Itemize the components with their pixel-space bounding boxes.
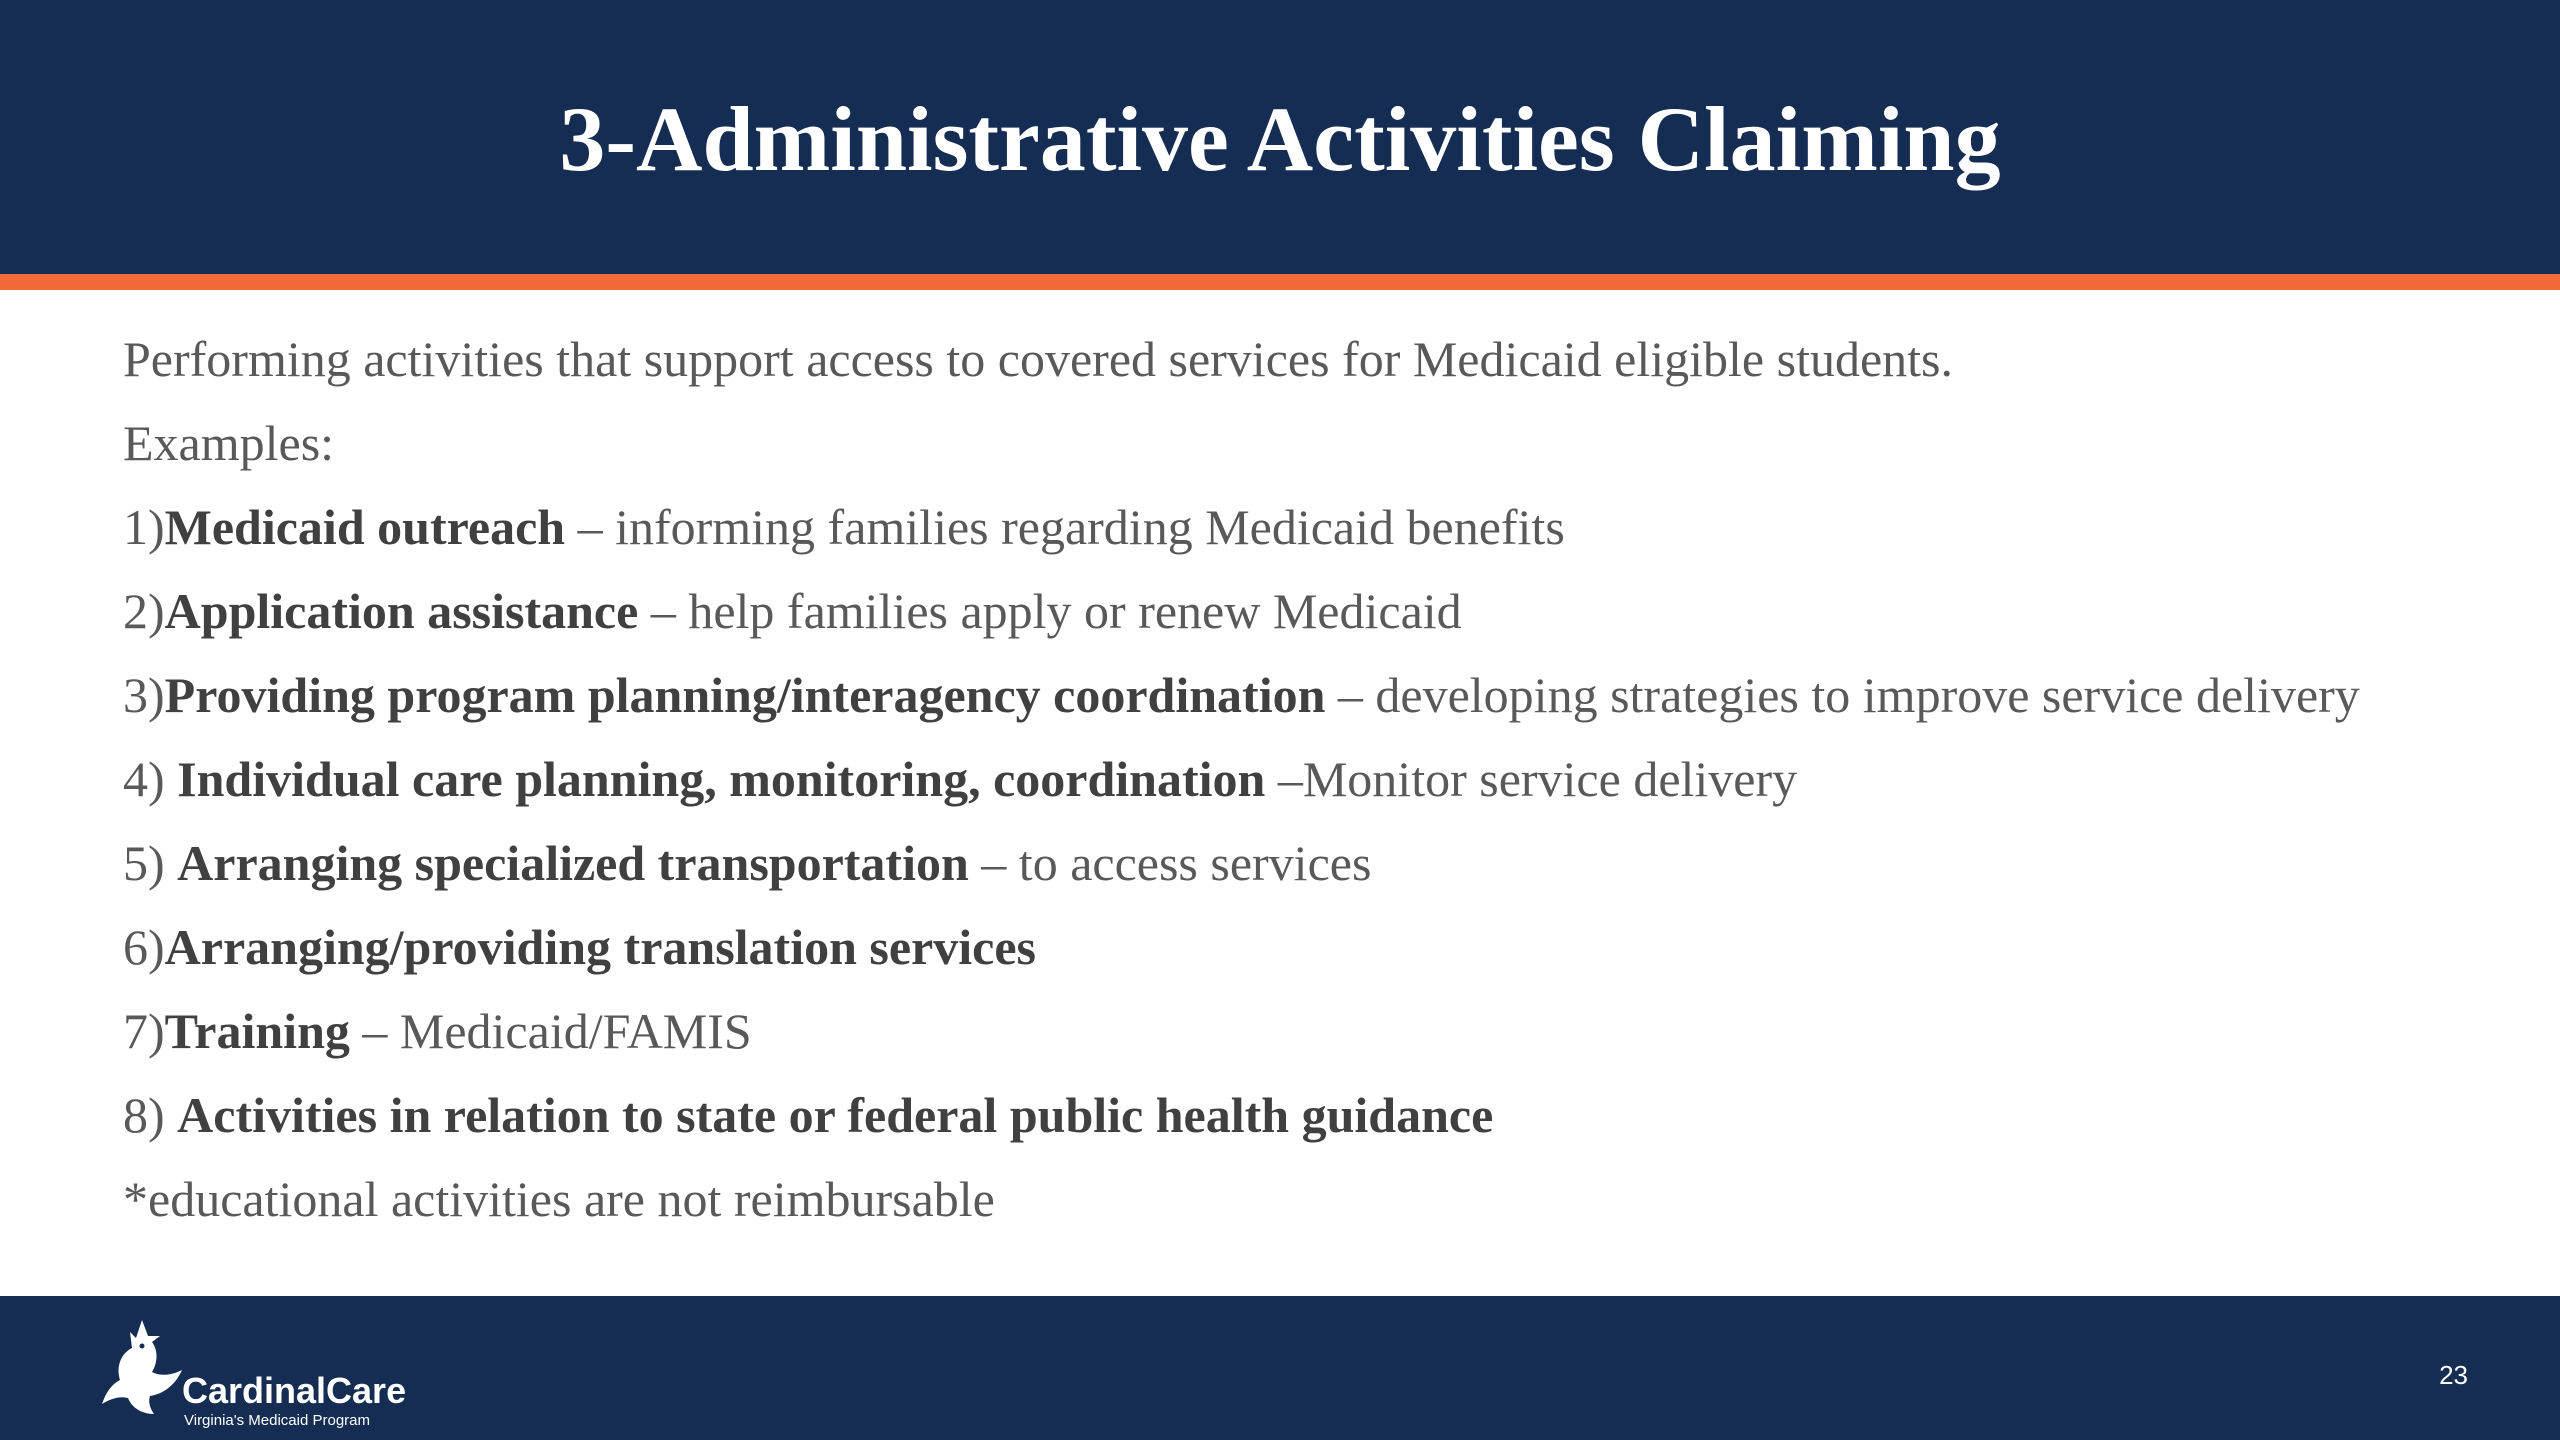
- page-number: 23: [2439, 1360, 2468, 1390]
- item-prefix: 2): [123, 583, 165, 639]
- slide-content: [123, 330, 2453, 1254]
- examples-label: Examples:: [123, 415, 335, 471]
- item-bold: Arranging specialized transportation: [177, 835, 969, 891]
- list-item: [123, 666, 2453, 724]
- item-prefix: 3): [123, 667, 165, 723]
- list-item: [123, 498, 2453, 556]
- item-bold: Individual care planning, monitoring, coordination: [177, 751, 1266, 807]
- list-item: [123, 1002, 2453, 1060]
- list-item: [123, 918, 2453, 976]
- item-rest: – informing families regarding Medicaid benefits: [565, 499, 1565, 555]
- item-rest: –Monitor service delivery: [1265, 751, 1798, 807]
- item-prefix: 7): [123, 1003, 165, 1059]
- logo-wordmark: CardinalCare: [182, 1370, 407, 1411]
- logo-tagline: Virginia's Medicaid Program: [184, 1412, 370, 1429]
- item-bold: Application assistance: [164, 583, 639, 639]
- item-bold: Arranging/providing translation services: [164, 919, 1036, 975]
- item-prefix: 1): [123, 499, 165, 555]
- accent-stripe: [0, 274, 2560, 290]
- title-bar: [0, 0, 2560, 274]
- list-item: [123, 834, 2453, 892]
- list-item: [123, 1086, 2453, 1144]
- item-rest: – help families apply or renew Medicaid: [638, 583, 1462, 639]
- cardinalcare-logo: [102, 1310, 422, 1430]
- item-rest: – to access services: [968, 835, 1372, 891]
- item-rest: – Medicaid/FAMIS: [349, 1003, 752, 1059]
- item-bold: Medicaid outreach: [164, 499, 566, 555]
- item-bold: Training: [164, 1003, 350, 1059]
- item-bold: Activities in relation to state or federal public health guidance: [177, 1087, 1494, 1143]
- footer-bar: [0, 1296, 2560, 1440]
- slide-title: 3-Administrative Activities Claiming: [559, 88, 2001, 190]
- cardinal-bird-icon: [102, 1318, 184, 1418]
- intro-text: Performing activities that support access to covered services for Medicaid eligible students.: [123, 331, 1954, 387]
- item-prefix: 6): [123, 919, 165, 975]
- item-rest: – developing strategies to improve service delivery: [1325, 667, 2360, 723]
- item-prefix: 8): [123, 1087, 178, 1143]
- footnote-text: *educational activities are not reimbursable: [123, 1171, 995, 1227]
- list-item: [123, 750, 2453, 808]
- item-prefix: 5): [123, 835, 178, 891]
- item-prefix: 4): [123, 751, 178, 807]
- list-item: [123, 582, 2453, 640]
- item-bold: Providing program planning/interagency coordination: [164, 667, 1326, 723]
